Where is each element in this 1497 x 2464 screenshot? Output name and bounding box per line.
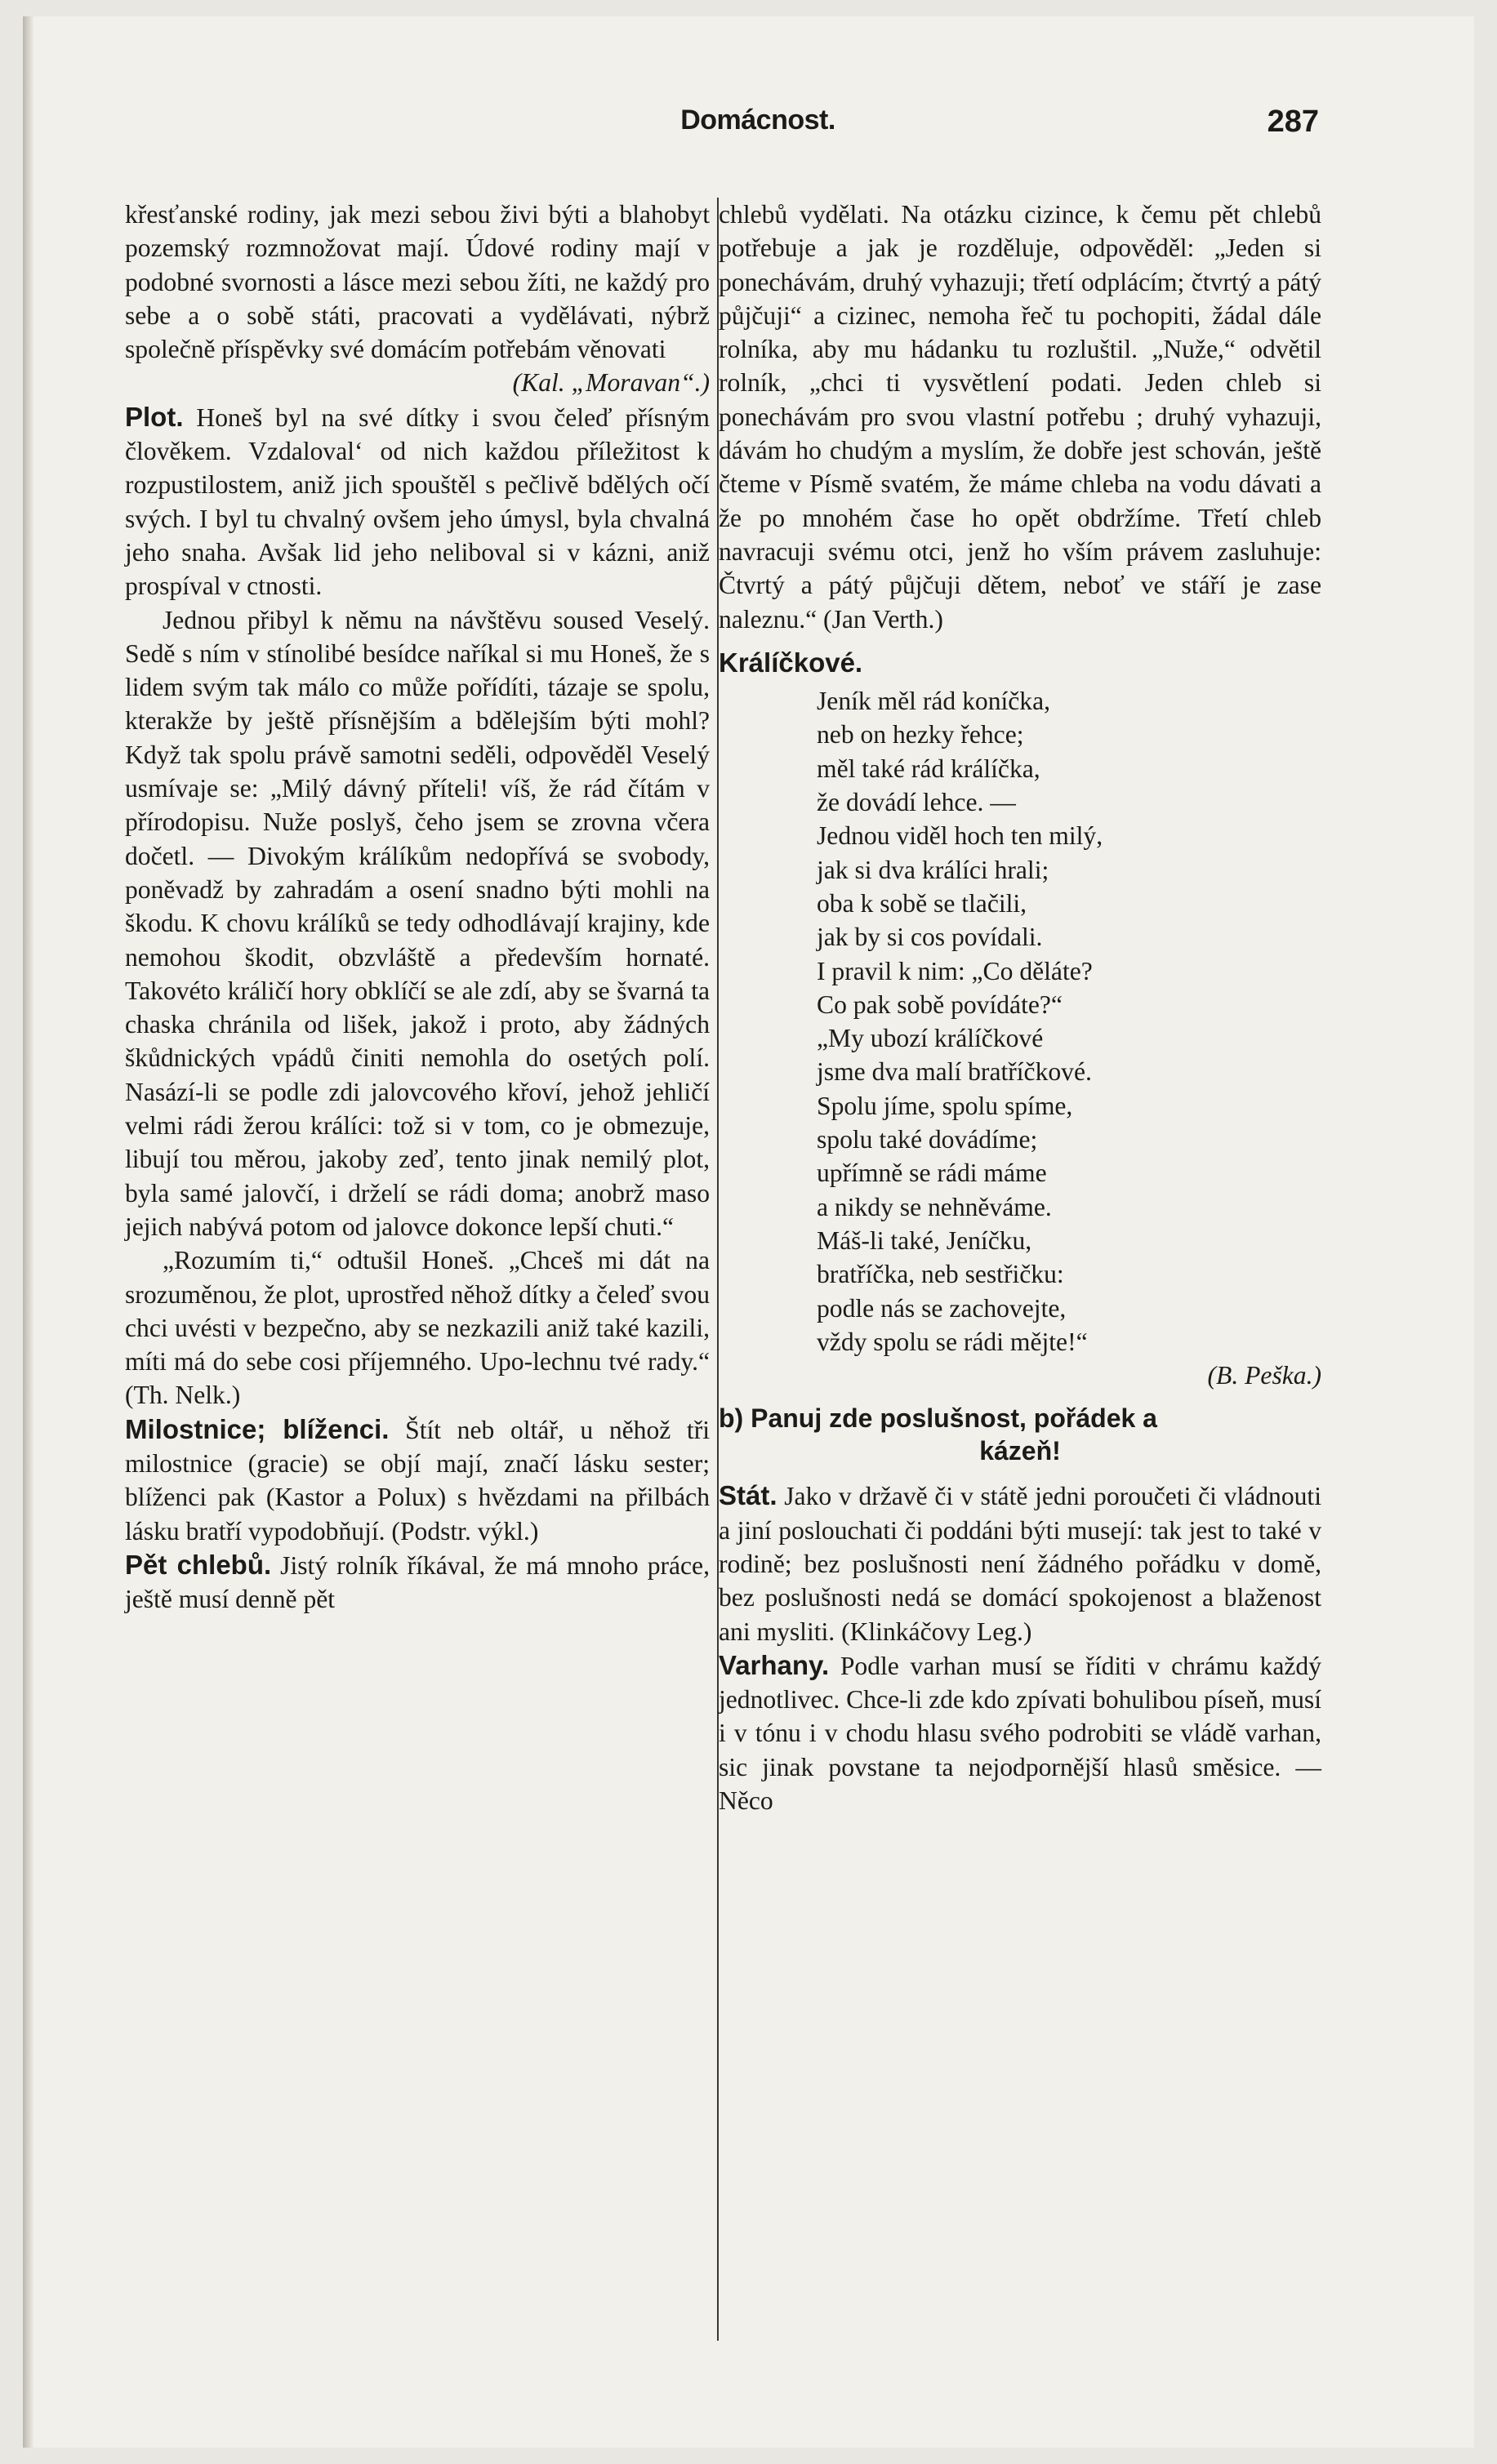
poem-title: Králíčkové.	[719, 647, 863, 678]
poem-line: Jeník měl rád koníčka,	[817, 687, 1051, 716]
poem-line: podle nás se zachovejte,	[817, 1293, 1067, 1323]
section-heading	[719, 1402, 1321, 1467]
poem-line: Jednou viděl hoch ten milý,	[817, 821, 1103, 851]
entry-stat	[719, 1479, 1321, 1648]
poem-line: I pravil k nim: „Co děláte?	[817, 956, 1093, 985]
section-heading-line: b) Panuj zde poslušnost, pořádek a	[719, 1403, 1157, 1434]
poem-line: a nikdy se nehněváme.	[817, 1192, 1052, 1221]
poem-line: jak si dva králíci hrali;	[817, 855, 1049, 884]
paragraph-family-unity: křesťanské rodiny, jak mezi sebou živi býti a blahobyt pozemský rozmnožovat mají. Údové rodiny mají v podobné svornosti a lásce mezi sebou žíti, ne každý pro sebe a o sobě státi, pracovati a vydělávati, nýbrž společně příspěvky své domácím potřebám věnovati	[125, 200, 710, 364]
poem-source: (B. Peška.)	[1207, 1361, 1321, 1390]
entry-pet-chlebu	[125, 1548, 710, 1617]
section-heading-line: kázeň!	[979, 1436, 1061, 1466]
entry-text: Jako v državě či v státě jedni poroučeti či vládnouti a jiní poslouchati či poddáni býti musejí: tak jest to také v rodině; bez poslušnosti není žádného pořádku v domě, bez poslušnosti nedá se domácí spokojenost a blaženost ani mysliti. (Klinkáčovy Leg.)	[719, 1482, 1321, 1646]
poem-line: „My ubozí králíčkové	[817, 1024, 1044, 1053]
left-column	[125, 198, 710, 1616]
running-head: Domácnost.	[680, 105, 835, 136]
paragraph-neighbor-visit: Jednou přibyl k němu na návštěvu soused Veselý. Sedě s ním v stínolibé besídce naříkal si mu Honeš, že s lidem svým tak málo co může pořídíti, tázaje se spolu, kterakže by ještě přísnějším a bdělejším býti mohl? Když tak spolu právě samotni seděli, odpověděl Veselý usmívaje se: „Milý dávný příteli! víš, že rád čítám v přírodopisu. Nuže poslyš, čeho jsem se zrovna včera dočetl. — Divokým králíkům nedopřívá se svobody, poněvadž by zahradám a osení snadno býti mohli na škodu. K chovu králíků se tedy odhodlávají krajiny, kde nemohou škodit, obzvláště a především hornaté. Takovéto králičí hory obklíčí se ale zdí, aby se švarná ta chaska chránila od lišek, jakož i proto, aby žádných škůdnických vpádů činiti nemohla do osetých polí. Nasází-li se podle zdi jalovcového křoví, jehož jehličí velmi rádi žerou králíci: tož si v tom, co je obmezuje, libují tou měrou, jakoby zeď, tento jinak nemilý plot, byla samé jalovčí, i drželí se rádi doma; anobrž maso jejich nabývá potom od jalovce dokonce lepší chuti.“	[125, 605, 710, 1241]
poem-line: bratříčka, neb sestřičku:	[817, 1260, 1064, 1289]
poem-line: spolu také dovádíme;	[817, 1125, 1038, 1154]
poem-line: Co pak sobě povídáte?“	[817, 990, 1063, 1019]
entry-term: Stát.	[719, 1480, 777, 1511]
poem-line: měl také rád králíčka,	[817, 754, 1040, 783]
page-number: 287	[1267, 105, 1319, 139]
poem-line: Máš-li také, Jeníčku,	[817, 1225, 1032, 1255]
source-citation-moravan: (Kal. „Moravan“.)	[512, 368, 710, 398]
entry-term: Varhany.	[719, 1649, 830, 1680]
entry-term: Pět chlebů.	[125, 1549, 272, 1580]
poem-line: neb on hezky řehce;	[817, 720, 1024, 749]
entry-text: Honeš byl na své dítky i svou čeleď přísným člověkem. Vzdaloval‘ od nich každou příležitost k rozpustilostem, aniž jich spouštěl s pečlivě bdělých očí svých. I byl tu chvalný ovšem jeho úmysl, byla chvalná jeho snaha. Avšak lid jeho neliboval si v kázni, aniž prospíval v ctnosti.	[125, 403, 710, 601]
entry-term: Milostnice; blíženci.	[125, 1413, 390, 1444]
poem	[719, 684, 1321, 1359]
poem-line: Spolu jíme, spolu spíme,	[817, 1091, 1073, 1120]
poem-line: upřímně se rádi máme	[817, 1159, 1047, 1188]
poem-line: jsme dva malí bratříčkové.	[817, 1057, 1092, 1087]
entry-term: Plot.	[125, 401, 184, 432]
entry-text: Jistý rolník říkával, že má mnoho práce, ještě musí denně pět	[125, 1550, 710, 1614]
poem-line: oba k sobě se tlačili,	[817, 888, 1027, 918]
paragraph-hones-reply: „Rozumím ti,“ odtušil Honeš. „Chceš mi dát na srozuměnou, že plot, uprostřed něhož dítky a čeleď svou chci uvésti v bezpečno, aby se nezkazili aniž také kazili, míti má do sebe cosi příjemného. Upo-lechnu tvé rady.“ (Th. Nelk.)	[125, 1246, 710, 1410]
poem-line: že dovádí lehce. —	[817, 788, 1016, 817]
entry-text: Podle varhan musí se říditi v chrámu každý jednotlivec. Chce-li zde kdo zpívati bohulibou píseň, musí i v tónu i v chodu hlasu svého podrobiti se vládě varhan, sic jinak povstane ta nejodpornější hlasů směsice. — Něco	[719, 1651, 1321, 1816]
paragraph-five-breads: chlebů vydělati. Na otázku cizince, k čemu pět chlebů potřebuje a jak je rozděluje, odpověděl: „Jeden si ponechávám, druhý vyhazuji; třetí odplácím; čtvrtý a pátý půjčuji“ a cizinec, nemoha řeč tu pochopiti, žádal dále rolníka, aby mu hádanku tu rozluštil. „Nuže,“ odvětil rolník, „chci ti vysvětlení podati. Jeden chleb si ponechávám pro svou vlastní potřebu ; druhý vyhazuji, dávám ho chudým a myslím, že dobře jest schován, ještě čteme v Písmě svatém, že máme chleba na vodu dávati a že po mnohém čase ho opět obdržíme. Třetí chleb navracuji svému otci, jenž ho vším právem zasluhuje: Čtvrtý a pátý půjčuji dětem, neboť ve stáří je zase naleznu.“ (Jan Verth.)	[719, 200, 1321, 634]
book-page	[23, 16, 1474, 2448]
page-header	[23, 105, 1474, 153]
right-column	[719, 198, 1321, 1817]
entry-milostnice	[125, 1412, 710, 1548]
entry-varhany	[719, 1648, 1321, 1817]
entry-plot	[125, 400, 710, 603]
poem-line: vždy spolu se rádi mějte!“	[817, 1327, 1088, 1356]
entry-text: Štít neb oltář, u něhož tři milostnice (gracie) se objí mají, značí lásku sester; blíženci pak (Kastor a Polux) s hvězdami na přilbách lásku bratří vypodobňují. (Podstr. výkl.)	[125, 1415, 710, 1546]
poem-line: jak by si cos povídali.	[817, 923, 1043, 952]
